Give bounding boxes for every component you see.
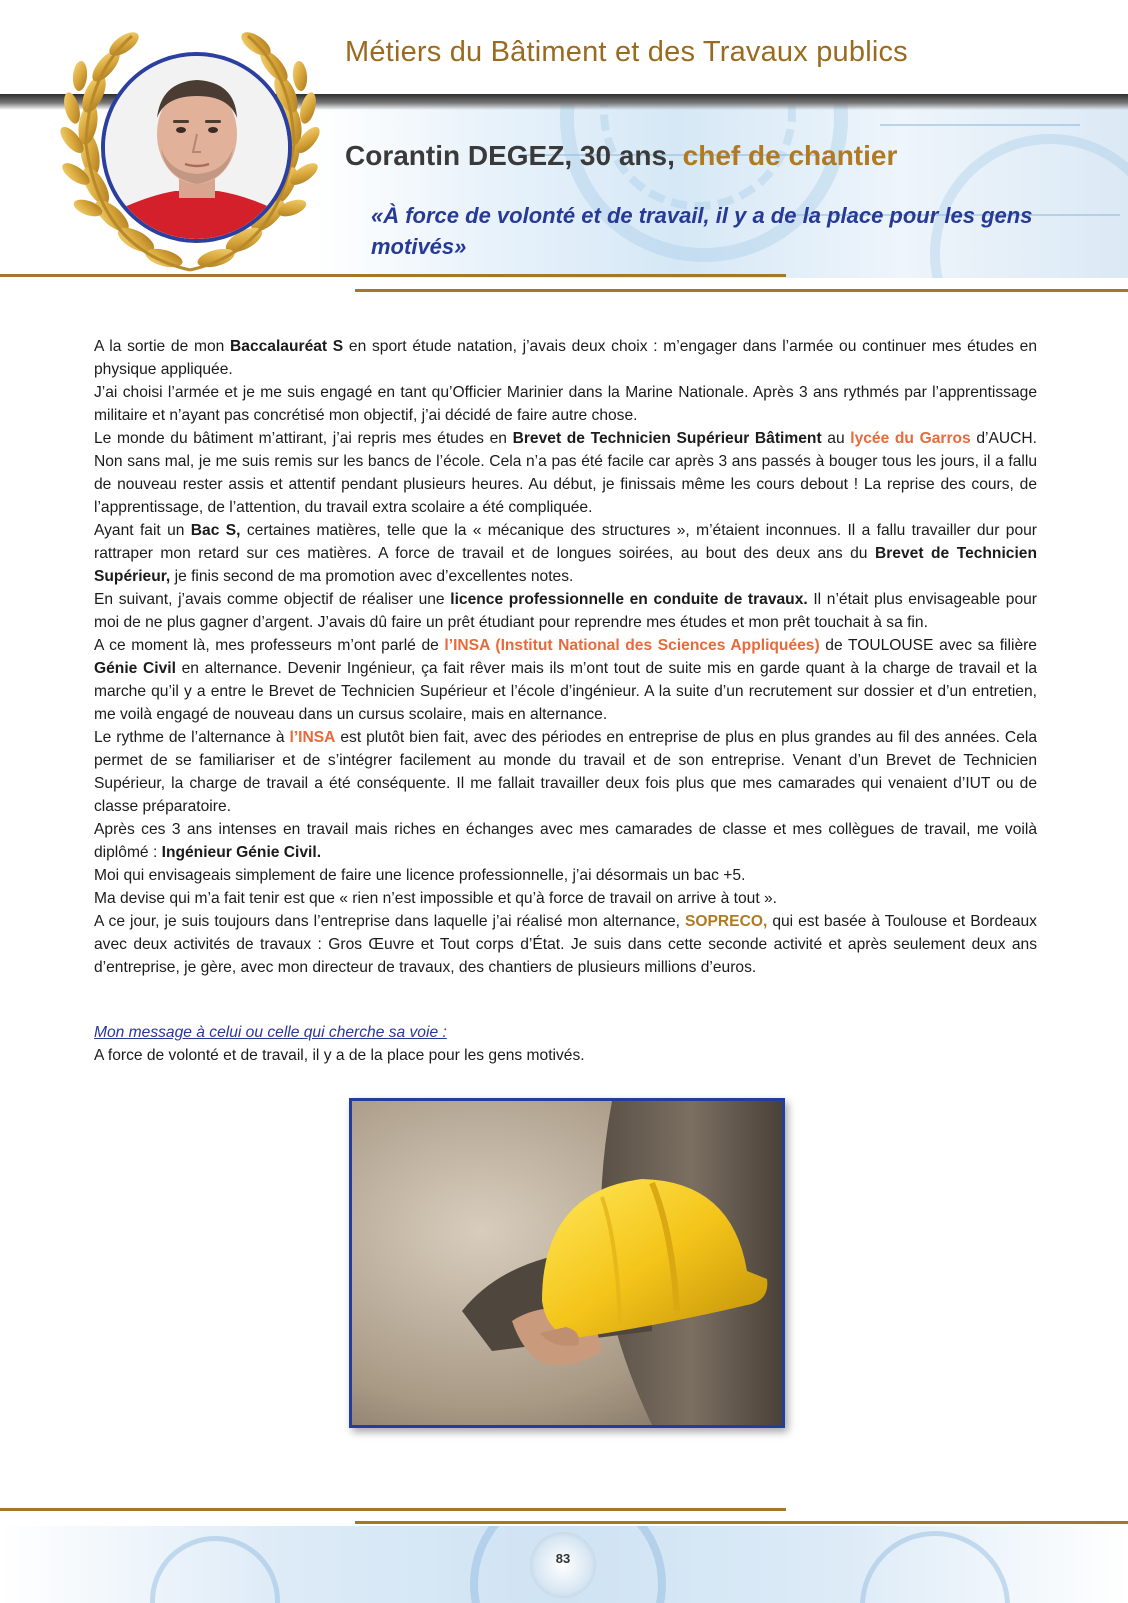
paragraph-2: J’ai choisi l’armée et je me suis engagé en tant qu’Officier Marinier dans la Marine Nationale. Après 3 ans rythmés par l’apprentissage militaire et n’ayant pas concrétisé mon objectif, j’ai décidé de faire autre chose. <box>94 384 1037 424</box>
paragraph-6: A ce moment là, mes professeurs m’ont parlé de l’INSA (Institut National des Sciences Appliquées) de TOULOUSE avec sa filière Génie Civil en alternance. Devenir Ingénieur, ça fait rêver mais ils m’ont tout de suite mis en garde quant à la charge de travail et la marche qu’il y a entre le Brevet de Technicien Supérieur et l’école d’ingénieur. A la suite d’un recrutement sur dossier et d’un entretien, me voilà engagé de nouveau dans un cursus scolaire, mais en alternance. <box>94 637 1037 723</box>
paragraph-3: Le monde du bâtiment m’attirant, j’ai repris mes études en Brevet de Technicien Supérieur Bâtiment au lycée du Garros d’AUCH. Non sans mal, je me suis remis sur les bancs de l’école. Cela n’a pas été facile car après 3 ans passés à bouger tous les jours, il a fallu de nouveau rester assis et attentif pendant plusieurs heures. Au début, je finissais même les cours debout ! La reprise des cours, de l’apprentissage, de l’attention, du travail extra scolaire a été compliquée. <box>94 430 1037 516</box>
portrait-photo <box>101 52 292 243</box>
paragraph-1: A la sortie de mon Baccalauréat S en sport étude natation, j’avais deux choix : m’engager dans l’armée ou continuer mes études en physique appliquée. <box>94 338 1037 378</box>
paragraph-11: A ce jour, je suis toujours dans l’entreprise dans laquelle j’ai réalisé mon alternance, SOPRECO, qui est basée à Toulouse et Bordeaux avec deux activités de travaux : Gros Œuvre et Tout corps d’État. Je suis dans cette seconde activité et après seulement deux ans d’entreprise, je gère, avec mon directeur de travaux, des chantiers de plusieurs millions d’euros. <box>94 913 1037 976</box>
highlight-insa-full: l’INSA (Institut National des Sciences Appliquées) <box>444 637 820 654</box>
page-number: 83 <box>555 1551 571 1566</box>
footer-rule-left <box>0 1508 786 1511</box>
header-rule-right <box>355 289 1128 292</box>
headline-quote: «À force de volonté et de travail, il y a de la place pour les gens motivés» <box>371 203 1033 259</box>
paragraph-7: Le rythme de l’alternance à l’INSA est plutôt bien fait, avec des périodes en entreprise de plus en plus grandes au fil des années. Cela permet de se familiariser et de s’intégrer facilement au monde du travail et de son entreprise. Venant d’un Brevet de Technicien Supérieur, la charge de travail a été conséquente. Il me fallait travailler deux fois plus que mes camarades qui venaient d’IUT ou de classe préparatoire. <box>94 729 1038 815</box>
person-name: Corantin DEGEZ, 30 ans, <box>345 140 675 171</box>
highlight-insa: l’INSA <box>289 729 336 746</box>
paragraph-8: Après ces 3 ans intenses en travail mais riches en échanges avec mes camarades de classe et mes collègues de travail, me voilà diplômé : Ingénieur Génie Civil. <box>94 821 1037 861</box>
message-text: A force de volonté et de travail, il y a de la place pour les gens motivés. <box>94 1047 585 1064</box>
link-lycee: lycée du Garros <box>850 430 971 447</box>
paragraph-5: En suivant, j’avais comme objectif de réaliser une licence professionnelle en conduite de travaux. Il n’était plus envisageable pour moi de ne plus gagner d’argent. J’avais dû faire un prêt étudiant pour reprendre mes études et mon prêt touchait à sa fin. <box>94 591 1037 631</box>
footer-rule-right <box>355 1521 1128 1524</box>
highlight-sopreco: SOPRECO, <box>684 913 768 930</box>
job-title: chef de chantier <box>682 140 898 171</box>
paragraph-9: Moi qui envisageais simplement de faire une licence professionnelle, j’ai désormais un bac +5. <box>94 867 746 884</box>
section-title: Métiers du Bâtiment et des Travaux publics <box>345 36 908 68</box>
helmet-photo <box>349 1098 785 1428</box>
header-rule-left <box>0 274 786 277</box>
article-body <box>94 335 1037 979</box>
paragraph-10: Ma devise qui m’a fait tenir est que « rien n’est impossible et qu’à force de travail on arrive à tout ». <box>94 890 778 907</box>
person-title <box>345 140 897 172</box>
paragraph-4: Ayant fait un Bac S, certaines matières, telle que la « mécanique des structures », m’étaient inconnues. Il a fallu travailler dur pour rattraper mon retard sur ces matières. A force de travail et de longues soirées, au bout des deux ans du Brevet de Technicien Supérieur, je finis second de ma promotion avec d’excellentes notes. <box>94 522 1037 585</box>
message-label: Mon message à celui ou celle qui cherche sa voie : <box>94 1024 447 1041</box>
